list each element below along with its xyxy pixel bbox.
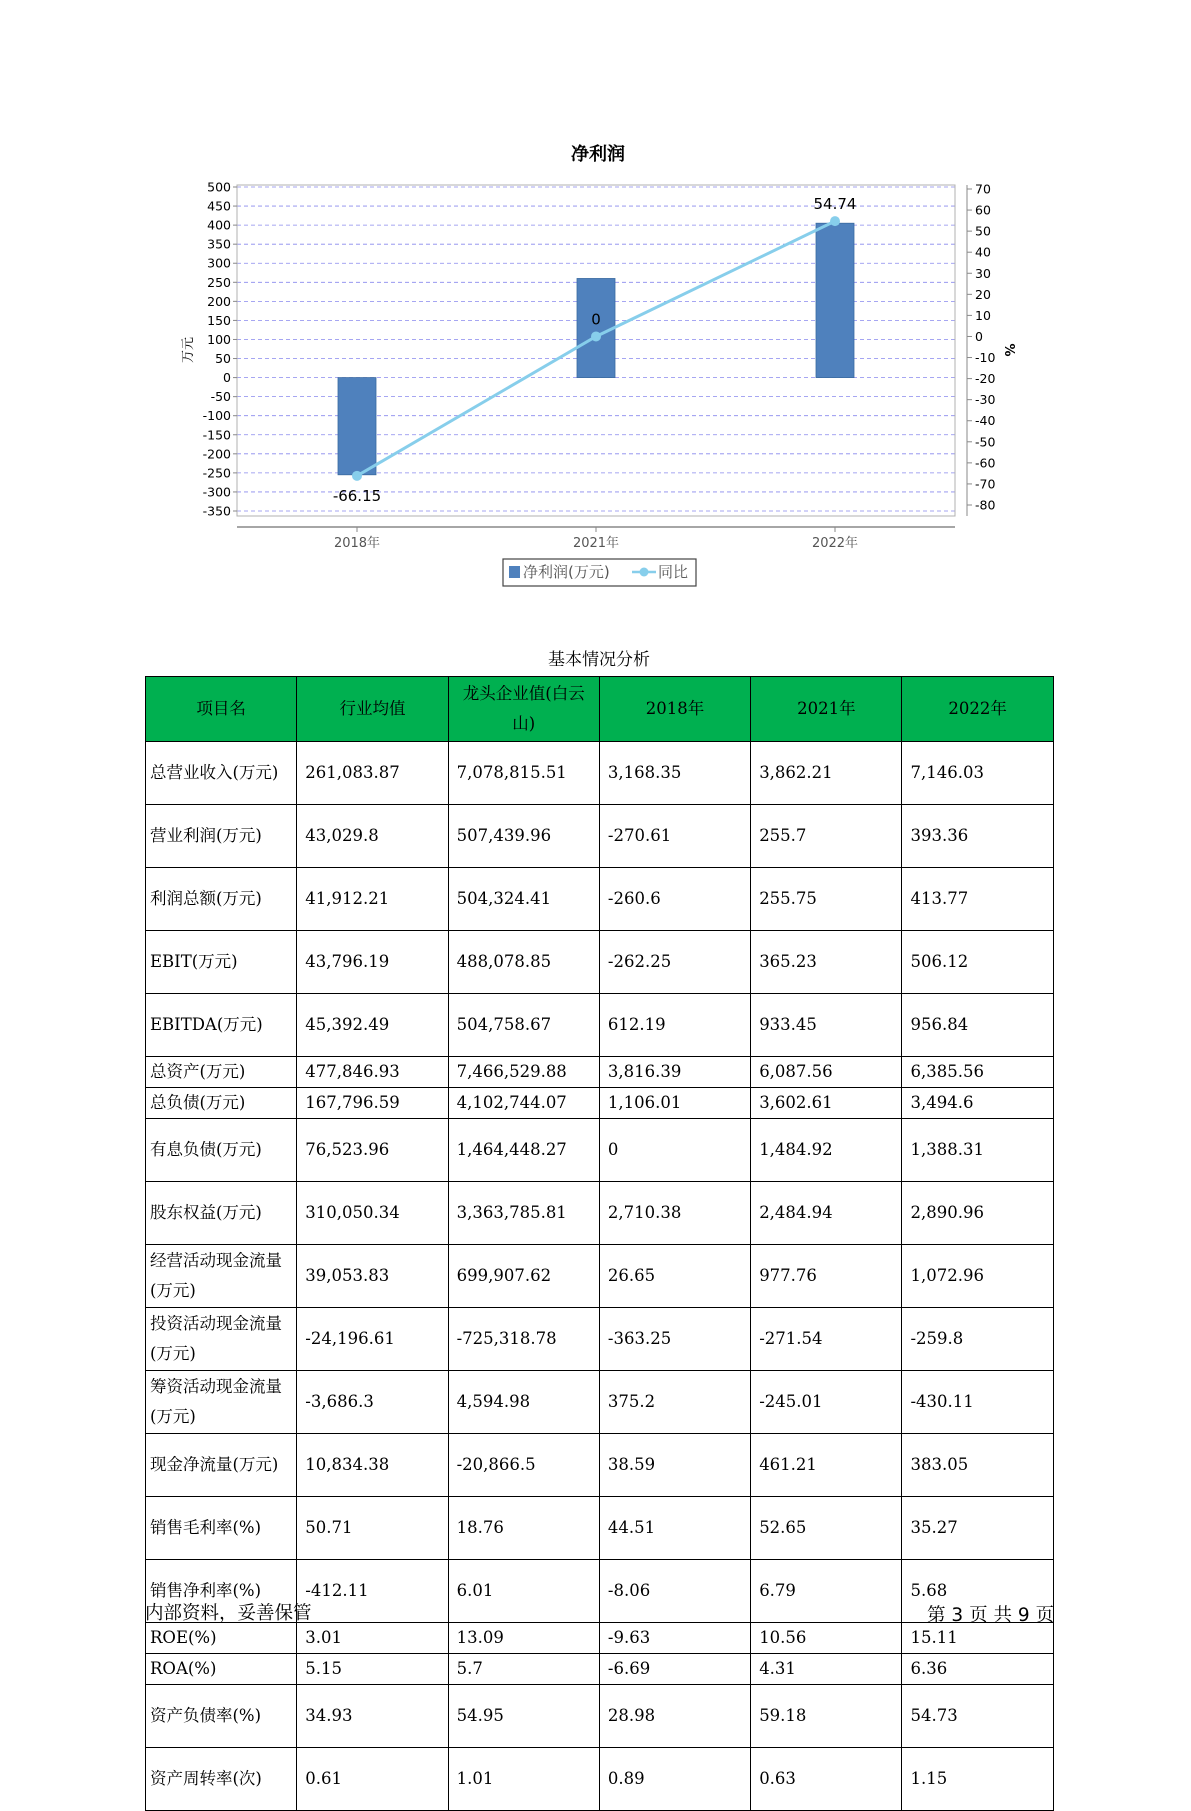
value-cell: 167,796.59 <box>297 1088 448 1119</box>
right-tick-label: -30 <box>975 392 996 408</box>
value-cell: 3,363,785.81 <box>448 1182 599 1245</box>
value-cell: -270.61 <box>599 805 750 868</box>
chart-legend <box>503 559 696 586</box>
right-tick-label: -10 <box>975 350 996 366</box>
right-tick-label: -40 <box>975 413 996 429</box>
row-label-cell: EBIT(万元) <box>146 931 297 994</box>
left-tick-label: 0 <box>223 370 231 386</box>
value-cell: 1,484.92 <box>751 1119 902 1182</box>
y-axis-label-right: % <box>1001 343 1016 357</box>
table-caption: 基本情况分析 <box>548 650 650 670</box>
table-row <box>146 1308 1054 1371</box>
row-label-cell: 投资活动现金流量(万元) <box>146 1308 297 1371</box>
left-tick-label: -300 <box>202 484 231 500</box>
right-tick-label: -70 <box>975 476 996 492</box>
value-cell: 0 <box>599 1119 750 1182</box>
value-cell: 50.71 <box>297 1497 448 1560</box>
value-cell: 504,758.67 <box>448 994 599 1057</box>
value-cell: 3,602.61 <box>751 1088 902 1119</box>
value-cell: 5.15 <box>297 1654 448 1685</box>
value-cell: -430.11 <box>902 1371 1053 1434</box>
right-tick-label: 20 <box>975 286 991 302</box>
value-cell: -24,196.61 <box>297 1308 448 1371</box>
table-row <box>146 1088 1054 1119</box>
value-cell: 477,846.93 <box>297 1057 448 1088</box>
row-label-cell: ROE(%) <box>146 1623 297 1654</box>
bar <box>816 223 854 377</box>
table-header-cell: 2022年 <box>902 677 1053 742</box>
table-row <box>146 742 1054 805</box>
value-cell: 10.56 <box>751 1623 902 1654</box>
row-label-cell: 营业利润(万元) <box>146 805 297 868</box>
table-row <box>146 1685 1054 1748</box>
left-tick-label: 450 <box>207 198 231 214</box>
table-row <box>146 1057 1054 1088</box>
value-cell: 41,912.21 <box>297 868 448 931</box>
left-tick-label: 200 <box>207 293 231 309</box>
table-header-cell: 行业均值 <box>297 677 448 742</box>
value-cell: 506.12 <box>902 931 1053 994</box>
value-cell: -3,686.3 <box>297 1371 448 1434</box>
value-cell: 956.84 <box>902 994 1053 1057</box>
value-cell: -271.54 <box>751 1308 902 1371</box>
value-cell: 393.36 <box>902 805 1053 868</box>
left-tick-label: 300 <box>207 255 231 271</box>
value-cell: 1,106.01 <box>599 1088 750 1119</box>
right-tick-label: -20 <box>975 371 996 387</box>
value-cell: 7,078,815.51 <box>448 742 599 805</box>
value-cell: 0.63 <box>751 1748 902 1811</box>
value-cell: 6.36 <box>902 1654 1053 1685</box>
value-cell: 413.77 <box>902 868 1053 931</box>
row-label-cell: 股东权益(万元) <box>146 1182 297 1245</box>
row-label-cell: 利润总额(万元) <box>146 868 297 931</box>
bar <box>338 378 376 475</box>
value-cell: 3,862.21 <box>751 742 902 805</box>
value-cell: 461.21 <box>751 1434 902 1497</box>
value-cell: 39,053.83 <box>297 1245 448 1308</box>
left-tick-label: 500 <box>207 179 231 195</box>
right-tick-label: 70 <box>975 181 991 197</box>
data-label: 0 <box>591 310 601 329</box>
table-header-cell: 2021年 <box>751 677 902 742</box>
table-row <box>146 1623 1054 1654</box>
x-tick-label: 2021年 <box>572 536 620 551</box>
y-axis-label-left: 万元 <box>181 336 196 364</box>
x-tick-label: 2018年 <box>333 536 381 551</box>
value-cell: 26.65 <box>599 1245 750 1308</box>
left-tick-label: 150 <box>207 312 231 328</box>
right-tick-label: -80 <box>975 497 996 513</box>
left-tick-label: -100 <box>202 408 231 424</box>
right-tick-label: 50 <box>975 223 991 239</box>
left-tick-label: -200 <box>202 446 231 462</box>
right-tick-label: 30 <box>975 265 991 281</box>
row-label-cell: EBITDA(万元) <box>146 994 297 1057</box>
value-cell: 54.73 <box>902 1685 1053 1748</box>
table-row <box>146 1245 1054 1308</box>
row-label-cell: 有息负债(万元) <box>146 1119 297 1182</box>
row-label-cell: 总资产(万元) <box>146 1057 297 1088</box>
value-cell: 6.79 <box>751 1560 902 1623</box>
value-cell: 6,087.56 <box>751 1057 902 1088</box>
value-cell: 38.59 <box>599 1434 750 1497</box>
table-header-cell: 2018年 <box>599 677 750 742</box>
left-tick-label: 350 <box>207 236 231 252</box>
value-cell: -20,866.5 <box>448 1434 599 1497</box>
value-cell: 44.51 <box>599 1497 750 1560</box>
row-label-cell: 销售净利率(%) <box>146 1560 297 1623</box>
left-tick-label: 250 <box>207 274 231 290</box>
value-cell: -412.11 <box>297 1560 448 1623</box>
line-point <box>352 471 362 481</box>
table-row <box>146 1497 1054 1560</box>
value-cell: 699,907.62 <box>448 1245 599 1308</box>
right-tick-label: 40 <box>975 244 991 260</box>
row-label-cell: ROA(%) <box>146 1654 297 1685</box>
value-cell: 255.75 <box>751 868 902 931</box>
value-cell: 2,890.96 <box>902 1182 1053 1245</box>
row-label-cell: 经营活动现金流量(万元) <box>146 1245 297 1308</box>
value-cell: 76,523.96 <box>297 1119 448 1182</box>
right-tick-label: -50 <box>975 434 996 450</box>
value-cell: 15.11 <box>902 1623 1053 1654</box>
footer-page-number: 第 3 页 共 9 页 <box>927 1605 1054 1626</box>
table-row <box>146 1654 1054 1685</box>
value-cell: 6.01 <box>448 1560 599 1623</box>
x-tick-label: 2022年 <box>811 536 859 551</box>
bar-series <box>338 223 854 475</box>
x-axis <box>334 527 858 551</box>
footer-confidential-note: 内部资料，妥善保管 <box>145 1603 312 1624</box>
legend-bar-swatch <box>509 566 520 578</box>
right-tick-label: -60 <box>975 455 996 471</box>
value-cell: 3,816.39 <box>599 1057 750 1088</box>
chart-title: 净利润 <box>571 144 625 165</box>
legend-line-marker <box>640 568 649 577</box>
value-cell: 375.2 <box>599 1371 750 1434</box>
basic-analysis-table <box>145 676 1054 1811</box>
line-point <box>591 331 601 341</box>
left-tick-label: 400 <box>207 217 231 233</box>
table-row <box>146 1371 1054 1434</box>
value-cell: 3,494.6 <box>902 1088 1053 1119</box>
value-cell: 4.31 <box>751 1654 902 1685</box>
value-cell: 3.01 <box>297 1623 448 1654</box>
value-cell: 261,083.87 <box>297 742 448 805</box>
right-axis <box>967 182 995 513</box>
value-cell: 35.27 <box>902 1497 1053 1560</box>
value-cell: 507,439.96 <box>448 805 599 868</box>
right-tick-label: 0 <box>975 328 983 344</box>
table-row <box>146 805 1054 868</box>
value-cell: 977.76 <box>751 1245 902 1308</box>
table-row <box>146 994 1054 1057</box>
value-cell: 13.09 <box>448 1623 599 1654</box>
value-cell: -245.01 <box>751 1371 902 1434</box>
table-row <box>146 1748 1054 1811</box>
value-cell: 1,388.31 <box>902 1119 1053 1182</box>
left-tick-label: -150 <box>202 427 231 443</box>
value-cell: 933.45 <box>751 994 902 1057</box>
left-tick-label: -350 <box>202 503 231 519</box>
value-cell: 7,466,529.88 <box>448 1057 599 1088</box>
value-cell: -725,318.78 <box>448 1308 599 1371</box>
value-cell: 0.89 <box>599 1748 750 1811</box>
table-row <box>146 1434 1054 1497</box>
value-cell: 5.68 <box>902 1560 1053 1623</box>
net-profit-chart <box>0 0 1191 600</box>
data-label: -66.15 <box>332 486 382 505</box>
value-cell: 34.93 <box>297 1685 448 1748</box>
table-row <box>146 931 1054 994</box>
table-header-cell: 项目名 <box>146 677 297 742</box>
table-row <box>146 1182 1054 1245</box>
row-label-cell: 总营业收入(万元) <box>146 742 297 805</box>
value-cell: 59.18 <box>751 1685 902 1748</box>
legend-line-label: 同比 <box>658 563 689 581</box>
table-header-row <box>146 677 1054 742</box>
value-cell: 504,324.41 <box>448 868 599 931</box>
value-cell: 365.23 <box>751 931 902 994</box>
value-cell: 28.98 <box>599 1685 750 1748</box>
row-label-cell: 筹资活动现金流量(万元) <box>146 1371 297 1434</box>
value-cell: 43,029.8 <box>297 805 448 868</box>
data-label: 54.74 <box>813 195 857 214</box>
row-label-cell: 总负债(万元) <box>146 1088 297 1119</box>
table-row <box>146 868 1054 931</box>
value-cell: 0.61 <box>297 1748 448 1811</box>
value-cell: 52.65 <box>751 1497 902 1560</box>
value-cell: 7,146.03 <box>902 742 1053 805</box>
table-header-cell: 龙头企业值(白云山) <box>448 677 599 742</box>
left-tick-label: 50 <box>215 351 231 367</box>
value-cell: 10,834.38 <box>297 1434 448 1497</box>
value-cell: 54.95 <box>448 1685 599 1748</box>
value-cell: 1,072.96 <box>902 1245 1053 1308</box>
value-cell: 1,464,448.27 <box>448 1119 599 1182</box>
value-cell: 6,385.56 <box>902 1057 1053 1088</box>
row-label-cell: 销售毛利率(%) <box>146 1497 297 1560</box>
value-cell: 310,050.34 <box>297 1182 448 1245</box>
value-cell: 18.76 <box>448 1497 599 1560</box>
value-cell: 45,392.49 <box>297 994 448 1057</box>
row-label-cell: 资产周转率(次) <box>146 1748 297 1811</box>
value-cell: 1.01 <box>448 1748 599 1811</box>
right-tick-label: 60 <box>975 202 991 218</box>
value-cell: 3,168.35 <box>599 742 750 805</box>
line-point <box>830 216 840 226</box>
right-tick-label: 10 <box>975 307 991 323</box>
left-tick-label: -250 <box>202 465 231 481</box>
value-cell: -9.63 <box>599 1623 750 1654</box>
value-cell: 383.05 <box>902 1434 1053 1497</box>
value-cell: 612.19 <box>599 994 750 1057</box>
value-cell: 4,594.98 <box>448 1371 599 1434</box>
value-cell: 5.7 <box>448 1654 599 1685</box>
row-label-cell: 资产负债率(%) <box>146 1685 297 1748</box>
left-axis <box>203 180 237 519</box>
left-tick-label: 100 <box>207 331 231 347</box>
value-cell: -262.25 <box>599 931 750 994</box>
table-row <box>146 1119 1054 1182</box>
left-tick-label: -50 <box>210 389 231 405</box>
value-cell: -260.6 <box>599 868 750 931</box>
value-cell: 4,102,744.07 <box>448 1088 599 1119</box>
value-cell: -6.69 <box>599 1654 750 1685</box>
row-label-cell: 现金净流量(万元) <box>146 1434 297 1497</box>
value-cell: -363.25 <box>599 1308 750 1371</box>
value-cell: 2,484.94 <box>751 1182 902 1245</box>
value-cell: 2,710.38 <box>599 1182 750 1245</box>
value-cell: 255.7 <box>751 805 902 868</box>
value-cell: -259.8 <box>902 1308 1053 1371</box>
value-cell: 488,078.85 <box>448 931 599 994</box>
value-cell: -8.06 <box>599 1560 750 1623</box>
value-cell: 43,796.19 <box>297 931 448 994</box>
value-cell: 1.15 <box>902 1748 1053 1811</box>
legend-bar-label: 净利润(万元) <box>523 563 610 581</box>
